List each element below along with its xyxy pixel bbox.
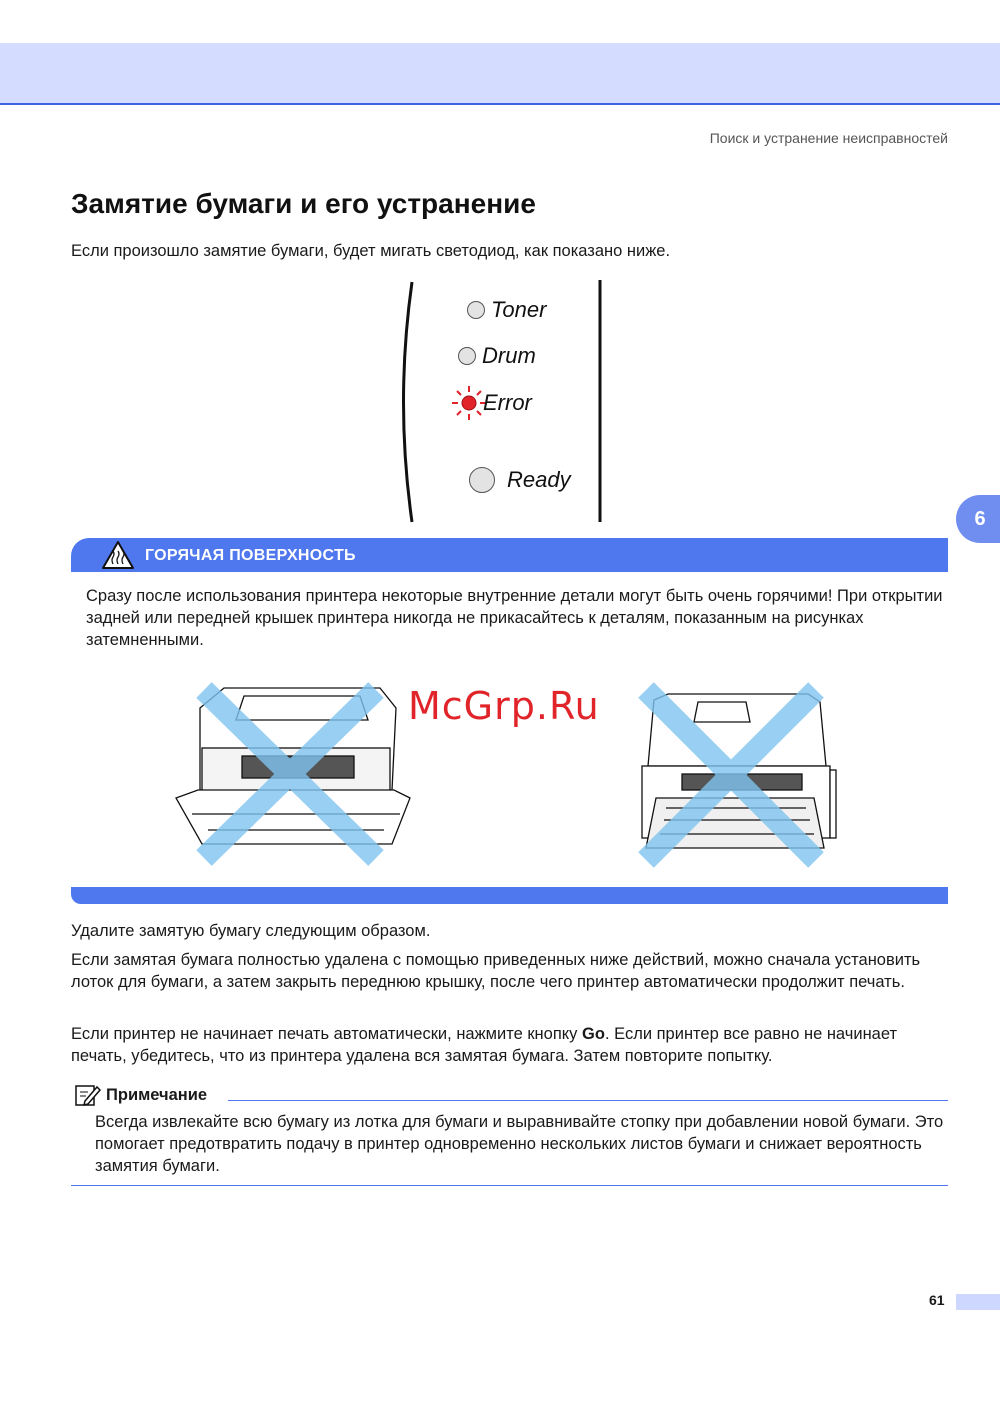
page-number: 61 (929, 1292, 945, 1308)
note-bottom-rule (71, 1185, 948, 1186)
led-drum (458, 343, 536, 369)
note-divider (228, 1100, 948, 1101)
led-panel (395, 278, 610, 526)
instruction-text: Удалите замятую бумагу следующим образом. (71, 922, 431, 940)
led-label: Toner (491, 297, 547, 322)
page-title: Замятие бумаги и его устранение (71, 188, 536, 219)
intro-text: Если произошло замятие бумаги, будет мигать светодиод, как показано ниже. (71, 242, 671, 260)
led-off-icon (469, 467, 495, 493)
go-text-part: Если принтер не начинает печать автоматически, нажмите кнопку (71, 1025, 583, 1043)
led-off-icon (467, 301, 485, 319)
led-blinking-icon (451, 385, 487, 421)
go-key-label: Go (582, 1025, 605, 1043)
hot-surface-icon (101, 540, 135, 570)
warning-footer-bar (71, 887, 948, 904)
top-header-band (0, 43, 1000, 105)
led-toner (467, 297, 546, 323)
go-button-text (71, 1023, 951, 1067)
note-header (74, 1083, 207, 1107)
warning-title: ГОРЯЧАЯ ПОВЕРХНОСТЬ (145, 547, 356, 564)
led-ready (469, 467, 571, 493)
warning-header (71, 538, 948, 572)
watermark: McGrp.Ru (408, 684, 600, 728)
printer-front-illustration (172, 680, 422, 870)
note-pencil-icon (74, 1083, 102, 1107)
led-label: Drum (482, 343, 536, 368)
led-off-icon (458, 347, 476, 365)
printer-rear-illustration (624, 680, 839, 870)
led-label: Ready (507, 467, 571, 492)
running-header: Поиск и устранение неисправностей (709, 130, 948, 146)
go-text-part: . Если принтер все равно не начинает печать, убедитесь, что из принтера удалена вся замятая бумага. Затем повторите попытку. (71, 1025, 898, 1065)
note-text: Всегда извлекайте всю бумагу из лотка для бумаги и выравнивайте стопку при добавлении новой бумаги. Это помогает предотвратить подачу в принтер одновременно нескольких листов бумаги и снижает вероятность замятия бумаги. (95, 1113, 944, 1175)
chapter-tab[interactable]: 6 (956, 495, 1000, 543)
note-title: Примечание (106, 1085, 208, 1104)
page-number-tab (956, 1294, 1000, 1310)
led-label: Error (483, 390, 532, 415)
warning-text: Сразу после использования принтера некоторые внутренние детали могут быть очень горячими! При открытии задней или передней крышек принтера никогда не прикасайтесь к деталям, показанным на рисунках затемненными. (86, 587, 943, 649)
led-error (451, 385, 532, 421)
auto-resume-text: Если замятая бумага полностью удалена с помощью приведенных ниже действий, можно сначала установить лоток для бумаги, а затем закрыть переднюю крышку, после чего принтер автоматически продолжит печать. (71, 951, 921, 991)
